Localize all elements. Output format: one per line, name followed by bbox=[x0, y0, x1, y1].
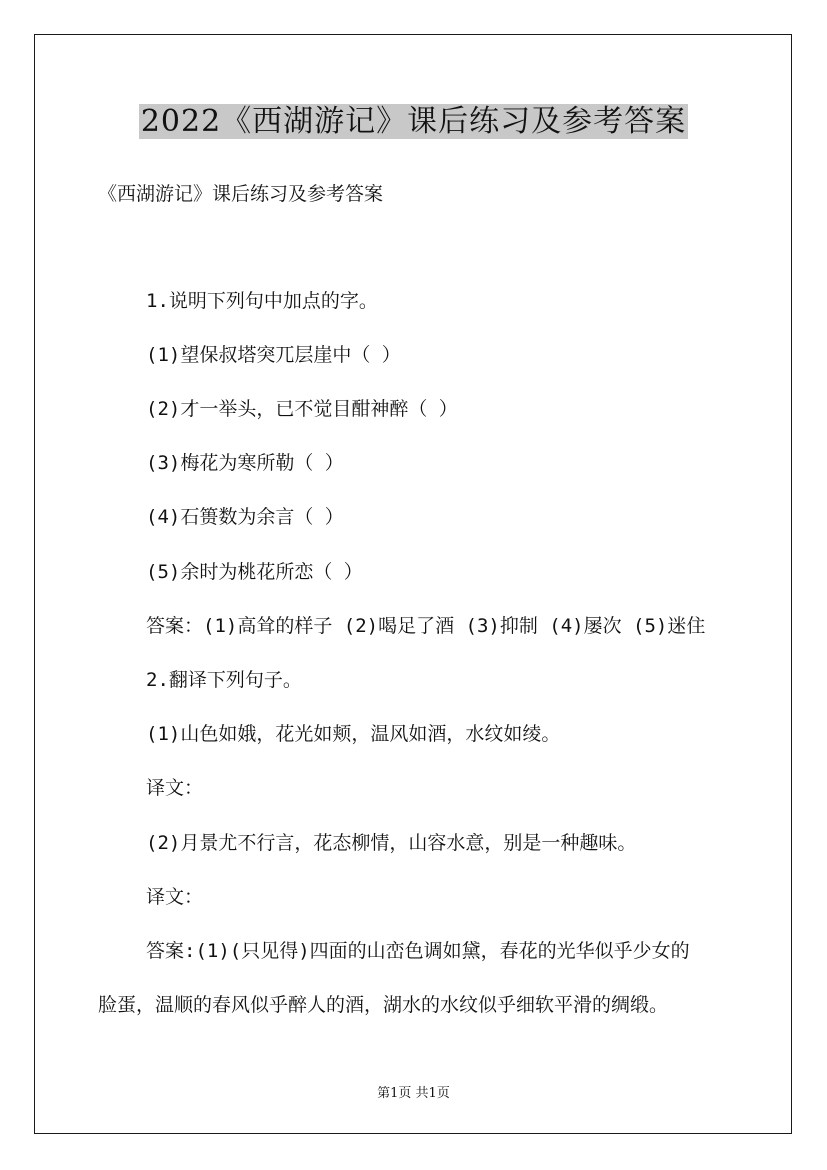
question-1-answer: 答案：(1)高耸的样子 (2)喝足了酒 (3)抑制 (4)屡次 (5)迷住 bbox=[146, 615, 706, 637]
question-1-item-3: (3)梅花为寒所勒（ ） bbox=[146, 452, 344, 474]
subtitle: 《西湖游记》课后练习及参考答案 bbox=[98, 183, 384, 205]
translation-label-1: 译文： bbox=[146, 777, 204, 799]
question-1-item-5: (5)余时为桃花所恋（ ） bbox=[146, 561, 363, 583]
question-2-answer: 答案:(1)(只见得)四面的山峦色调如黛，春花的光华似乎少女的 bbox=[146, 940, 690, 962]
page-footer: 第1页 共1页 bbox=[377, 1086, 450, 1101]
question-2-item-1: (1)山色如娥，花光如颊，温风如酒，水纹如绫。 bbox=[146, 723, 561, 745]
question-2-answer-continued: 脸蛋，温顺的春风似乎醉人的酒，湖水的水纹似乎细软平滑的绸缎。 bbox=[98, 994, 669, 1016]
question-2-item-2: (2)月景尤不行言，花态柳情，山容水意，别是一种趣味。 bbox=[146, 832, 637, 854]
question-1-item-1: (1)望保叔塔突兀层崖中（ ） bbox=[146, 344, 401, 366]
document-title bbox=[0, 98, 827, 146]
question-1-item-4: (4)石篑数为余言（ ） bbox=[146, 506, 344, 528]
translation-label-2: 译文： bbox=[146, 886, 204, 908]
question-1-heading: 1.说明下列句中加点的字。 bbox=[146, 290, 378, 312]
question-2-heading: 2.翻译下列句子。 bbox=[146, 669, 302, 691]
document-title-text: 2022《西湖游记》课后练习及参考答案 bbox=[140, 104, 687, 139]
question-1-item-2: (2)才一举头，已不觉目酣神醉（ ） bbox=[146, 398, 458, 420]
